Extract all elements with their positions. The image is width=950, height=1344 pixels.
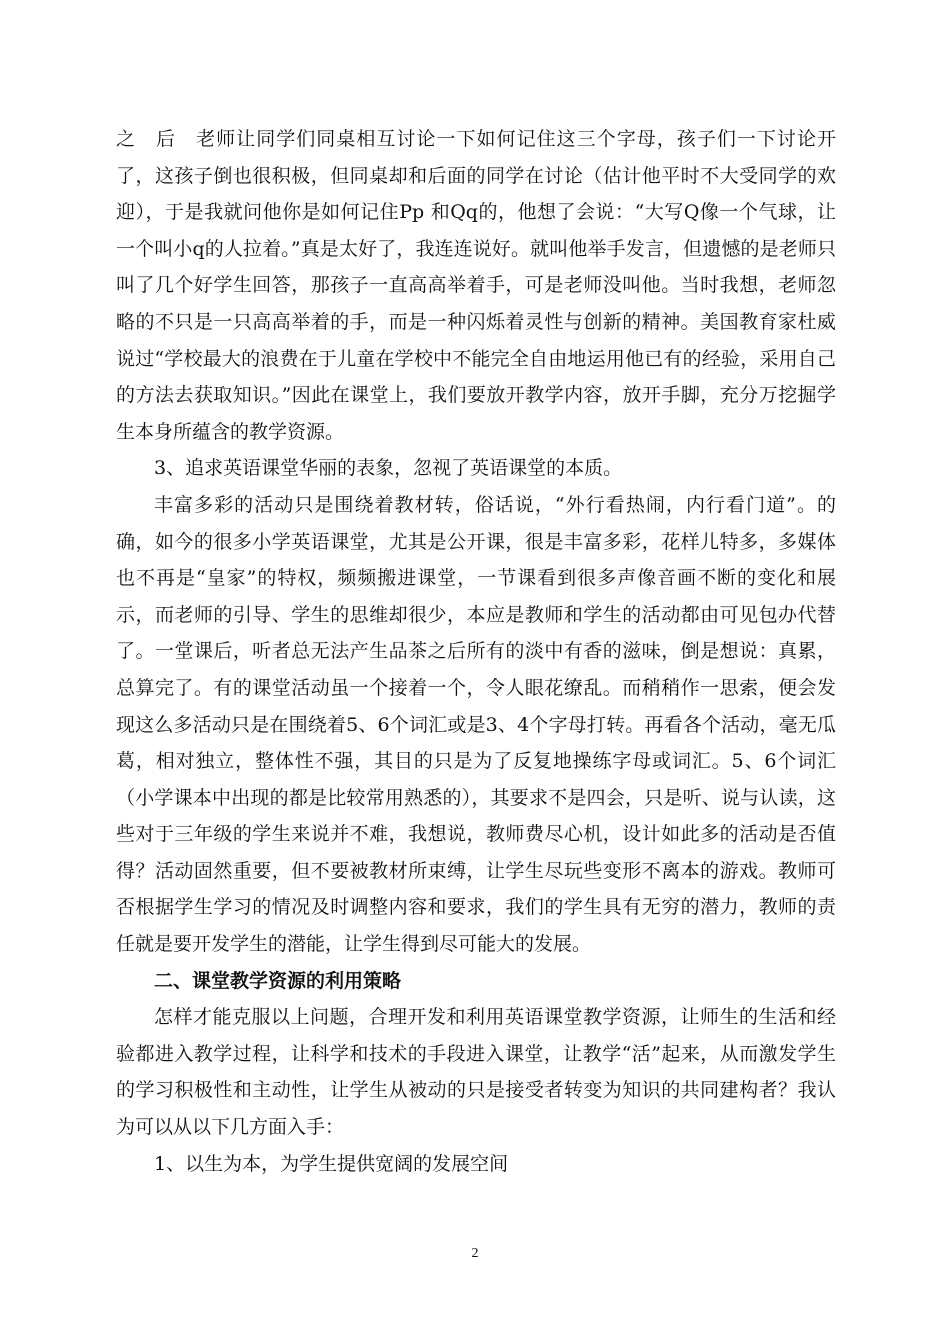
paragraph-continuation: 之 后 老师让同学们同桌相互讨论一下如何记住这三个字母，孩子们一下讨论开了，这孩子倒也很积极，但同桌却和后面的同学在讨论（估计他平时不大受同学的欢迎），于是我就问他你是如何记住Pp 和Qq的，他想了会说：“大写Q像一个气球，让一个叫小q的人拉着。”真是太好了，我连连说好。就叫他举手发言，但遗憾的是老师只叫了几个好学生回答，那孩子一直高高举着手，可是老师没叫他。当时我想，老师忽略的不只是一只高高举着的手，而是一种闪烁着灵性与创新的精神。美国教育家杜威说过“学校最大的浪费在于儿童在学校中不能完全自由地运用他已有的经验，采用自己的方法去获取知识。”因此在课堂上，我们要放开教学内容，放开手脚，充分万挖掘学生本身所蕴含的教学资源。 [116,128,836,443]
page-number: 2 [471,1246,479,1261]
paragraph-item-1: 1、以生为本，为学生提供宽阔的发展空间 [154,1152,509,1175]
body-text [116,121,836,1182]
section-heading: 二、课堂教学资源的利用策略 [154,969,402,992]
paragraph-item-3: 3、追求英语课堂华丽的表象，忽视了英语课堂的本质。 [154,457,623,480]
paragraph-activities: 丰富多彩的活动只是围绕着教材转，俗话说，“外行看热闹，内行看门道”。的确，如今的很多小学英语课堂，尤其是公开课，很是丰富多彩，花样儿特多，多媒体也不再是“皇家”的特权，频频搬进课堂，一节课看到很多声像音画不断的变化和展示，而老师的引导、学生的思维却很少，本应是教师和学生的活动都由可见包办代替了。一堂课后，听者总无法产生品茶之后所有的淡中有香的滋味，倒是想说：真累，总算完了。有的课堂活动虽一个接着一个，令人眼花缭乱。而稍稍作一思索，便会发现这么多活动只是在围绕着5、6个词汇或是3、4个字母打转。再看各个活动，毫无瓜葛，相对独立，整体性不强，其目的只是为了反复地操练字母或词汇。5、6个词汇（小学课本中出现的都是比较常用熟悉的），其要求不是四会，只是听、说与认读，这些对于三年级的学生来说并不难，我想说，教师费尽心机，设计如此多的活动是否值得？活动固然重要，但不要被教材所束缚，让学生尽玩些变形不离本的游戏。教师可否根据学生学习的情况及时调整内容和要求，我们的学生具有无穷的潜力，教师的责任就是要开发学生的潜能，让学生得到尽可能大的发展。 [116,493,836,956]
paragraph-strategy-intro: 怎样才能克服以上问题，合理开发和利用英语课堂教学资源，让师生的生活和经验都进入教学过程，让科学和技术的手段进入课堂，让教学“活”起来，从而激发学生的学习积极性和主动性，让学生从被动的只是接受者转变为知识的共同建构者？我认为可以从以下几方面入手： [116,1006,836,1139]
